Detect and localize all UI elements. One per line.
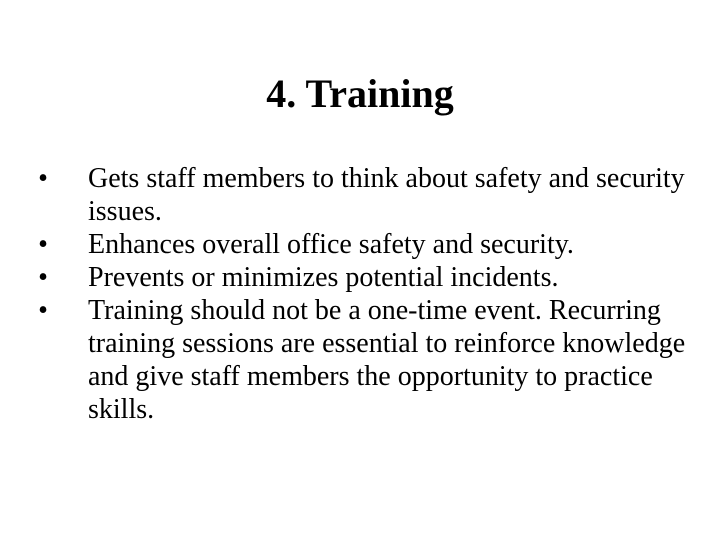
bullet-text: Prevents or minimizes potential incidents. xyxy=(88,262,559,293)
list-item xyxy=(28,228,708,261)
list-item xyxy=(28,162,708,228)
bullet-icon: • xyxy=(38,229,48,260)
bullet-icon: • xyxy=(38,163,48,194)
bullet-text: Enhances overall office safety and security. xyxy=(88,229,574,260)
bullet-text: Gets staff members to think about safety and security issues. xyxy=(88,163,685,227)
bullet-list xyxy=(28,162,708,426)
bullet-icon: • xyxy=(38,295,48,326)
bullet-text: Training should not be a one-time event. Recurring training sessions are essential to reinforce knowledge and give staff members the opportunity to practice skills. xyxy=(88,295,686,425)
slide-title: 4. Training xyxy=(266,71,454,116)
list-item xyxy=(28,261,708,294)
bullet-icon: • xyxy=(38,262,48,293)
list-item xyxy=(28,294,708,426)
